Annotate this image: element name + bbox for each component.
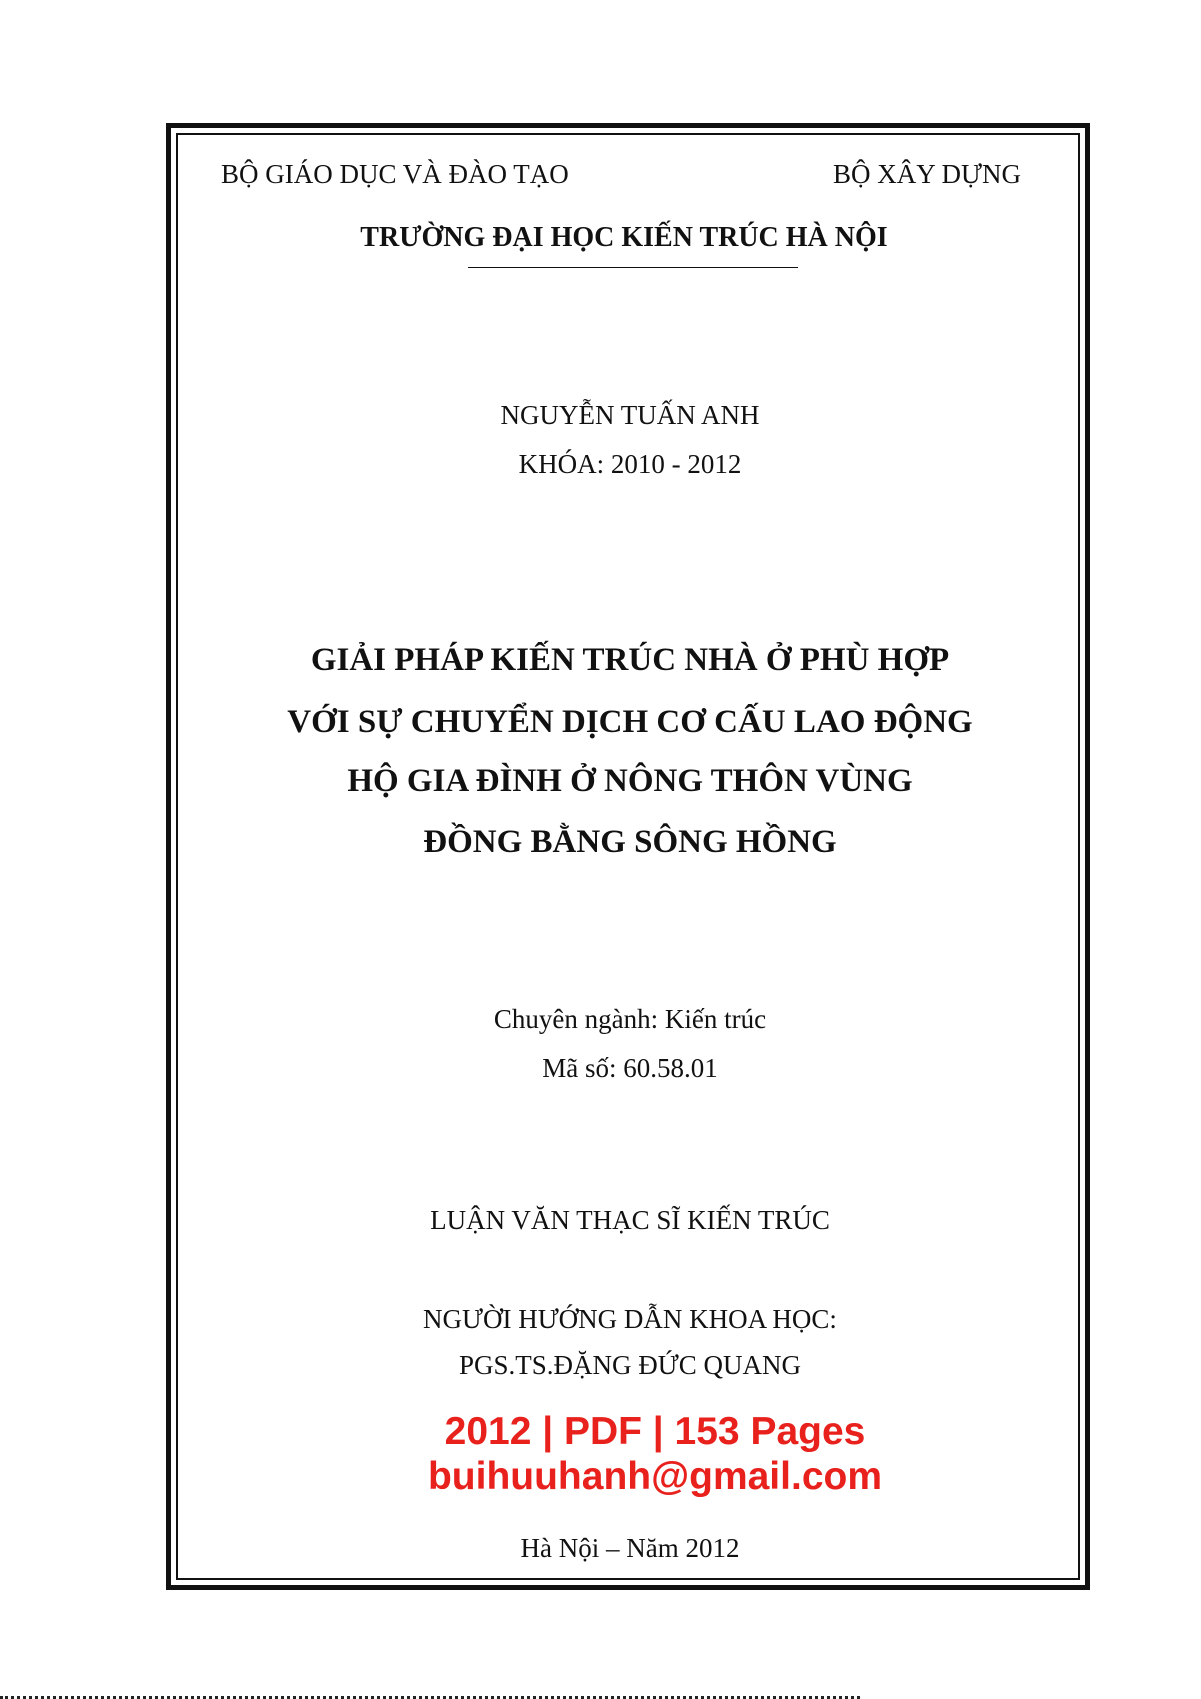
advisor-label: NGƯỜI HƯỚNG DẪN KHOA HỌC: xyxy=(423,1304,837,1334)
major: Chuyên ngành: Kiến trúc xyxy=(493,1004,767,1034)
overlay-info: 2012 | PDF | 153 Pages xyxy=(444,1410,866,1453)
major-code: Mã số: 60.58.01 xyxy=(542,1053,718,1083)
course-years: KHÓA: 2010 - 2012 xyxy=(518,449,742,479)
ministry-education: BỘ GIÁO DỤC VÀ ĐÀO TẠO xyxy=(221,159,569,189)
thesis-title-line-1: GIẢI PHÁP KIẾN TRÚC NHÀ Ở PHÙ HỢP xyxy=(310,642,950,678)
ministry-construction: BỘ XÂY DỰNG xyxy=(833,159,1021,189)
place-and-year: Hà Nội – Năm 2012 xyxy=(520,1533,740,1563)
school-name: TRƯỜNG ĐẠI HỌC KIẾN TRÚC HÀ NỘI xyxy=(360,222,888,253)
thesis-type: LUẬN VĂN THẠC SĨ KIẾN TRÚC xyxy=(430,1205,830,1235)
advisor-name: PGS.TS.ĐẶNG ĐỨC QUANG xyxy=(459,1350,801,1380)
school-underline xyxy=(468,267,798,268)
thesis-title-line-2: VỚI SỰ CHUYỂN DỊCH CƠ CẤU LAO ĐỘNG xyxy=(287,704,973,740)
thesis-title-line-3: HỘ GIA ĐÌNH Ở NÔNG THÔN VÙNG xyxy=(347,763,913,799)
thesis-title-line-4: ĐỒNG BẰNG SÔNG HỒNG xyxy=(423,824,837,860)
overlay-email: buihuuhanh@gmail.com xyxy=(427,1455,883,1498)
author-name: NGUYỄN TUẤN ANH xyxy=(500,400,760,430)
